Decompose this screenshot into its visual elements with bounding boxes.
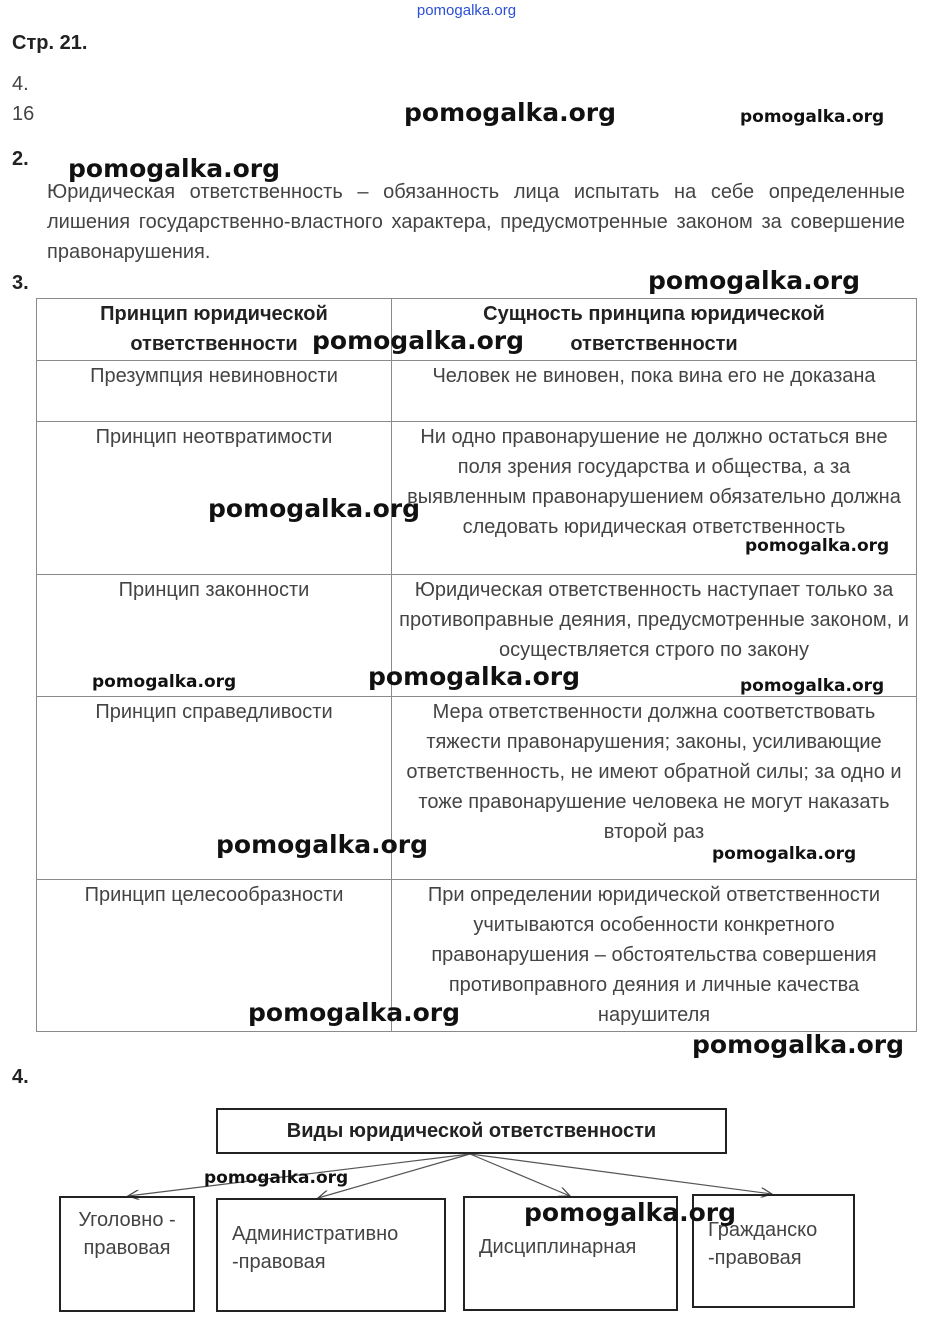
- principle-cell: Принцип законности: [37, 575, 392, 697]
- definition-paragraph: Юридическая ответственность – обязанность лица испытать на себе определенные лишения государственно-властного характера, предусмотренные законом за совершение правонарушения.: [47, 181, 905, 263]
- watermark: pomogalka.org: [368, 662, 581, 691]
- essence-cell: Ни одно правонарушение не должно остаться вне поля зрения государства и общества, а за выявленным правонарушением обязательно должна следовать юридическая ответственность: [392, 422, 917, 575]
- top-watermark: pomogalka.org: [416, 2, 517, 19]
- watermark: pomogalka.org: [404, 98, 617, 127]
- column-header-essence: Сущность принципа юридической ответственности: [392, 299, 917, 361]
- principle-cell: Принцип неотвратимости: [37, 422, 392, 575]
- essence-cell: Человек не виновен, пока вина его не доказана: [392, 361, 917, 422]
- essence-cell: При определении юридической ответственности учитываются особенности конкретного правонарушения – обстоятельства совершения противоправного деяния и личные качества нарушителя: [392, 880, 917, 1032]
- watermark: pomogalka.org: [216, 830, 429, 859]
- watermark: pomogalka.org: [648, 266, 861, 295]
- watermark: pomogalka.org: [248, 998, 461, 1027]
- child-label: Административно -правовая: [232, 1223, 399, 1273]
- watermark: pomogalka.org: [524, 1198, 737, 1227]
- diagram-child-box: [59, 1196, 195, 1312]
- principle-cell: Принцип справедливости: [37, 697, 392, 880]
- watermark: pomogalka.org: [740, 107, 885, 127]
- essence-cell: Мера ответственности должна соответствовать тяжести правонарушения; законы, усиливающие ответственность, не имеют обратной силы; за одно и тоже правонарушение человека не могут наказать второй раз: [392, 697, 917, 880]
- diagram-root-box: Виды юридической ответственности: [216, 1108, 727, 1154]
- diagram-child-box: [216, 1198, 446, 1312]
- arrow-to-civil: [470, 1154, 772, 1194]
- principle-cell: Принцип целесообразности: [37, 880, 392, 1032]
- watermark: pomogalka.org: [692, 1030, 905, 1059]
- child-label: Гражданско -правовая: [708, 1219, 818, 1269]
- watermark: pomogalka.org: [745, 536, 890, 556]
- principle-cell: Презумпция невиновности: [37, 361, 392, 422]
- watermark: pomogalka.org: [68, 154, 281, 183]
- task-number-3: 3.: [12, 272, 29, 294]
- task-number-1: 4.: [12, 73, 29, 95]
- watermark: pomogalka.org: [208, 494, 421, 523]
- child-label: Уголовно - правовая: [78, 1209, 176, 1259]
- task-number-4: 4.: [12, 1066, 29, 1088]
- page-header: Стр. 21.: [12, 32, 88, 54]
- watermark: pomogalka.org: [92, 672, 237, 692]
- watermark: pomogalka.org: [204, 1168, 349, 1188]
- task-answer-value: 16: [12, 103, 35, 125]
- essence-cell: Юридическая ответственность наступает только за противоправные деяния, предусмотренные законом, и осуществляется строго по закону: [392, 575, 917, 697]
- watermark: pomogalka.org: [712, 844, 857, 864]
- watermark: pomogalka.org: [312, 326, 525, 355]
- child-label: Дисциплинарная: [479, 1236, 637, 1258]
- column-header-principle: Принцип юридической ответственности: [37, 299, 392, 361]
- task-number-2: 2.: [12, 148, 29, 170]
- watermark: pomogalka.org: [740, 676, 885, 696]
